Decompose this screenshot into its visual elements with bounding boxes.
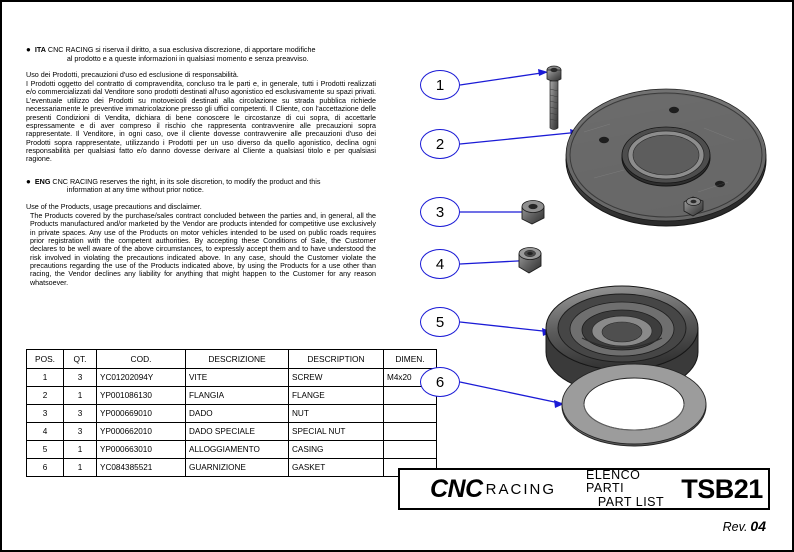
cell-qt: 1 bbox=[64, 441, 97, 459]
ita-body: I Prodotti oggetto del contratto di compravendita, concluso tra le parti e, in generale, tutti i Prodotti realizzati e/o commercializzati dal Venditore sono prodotti destinati all'uso agonistico ed esclusivamente su spazi privati. L'eventuale utilizzo dei Prodotti su motoveicoli destinati alla circolazione su strada pubblica richiede necessariamente le preventive immatricolazione presso gli uffici competenti. Il Cliente, con l'accettazione delle presenti Condizioni di Vendita, dichiara di bene conoscere le circostanze di cui sopra, di accettarle espressamente e di aver compreso il rischio che rappresenta contravvenire alle precauzioni sopra rappresentate. Il Venditore, in ogni caso, ove il cliente dovesse contravvenire alle precauzioni d'uso dei Prodotti sopra rappresentate, utilizzando i Prodotti per un uso diverso da quello agonistico, declina ogni responsabilità per qualsiasi fatto e/o danno dovesse derivare al Cliente a qualsiasi titolo e per qualsiasi ragione. bbox=[26, 80, 376, 164]
ita-headline: CNC RACING si riserva il diritto, a sua esclusiva discrezione, di apportare modifiche bbox=[47, 45, 316, 54]
th-qt: QT. bbox=[64, 350, 97, 369]
exploded-view-drawing bbox=[398, 32, 774, 462]
eng-body: The Products covered by the purchase/sales contract concluded between the parties and, in general, all the Products manufactured and/or marketed by the Vendor are products intended for competitive use exclusively in private spaces. Any use of the Products on motor vehicles intended to be used on public roads requires prior registration with the competent authorities. By accepting these Conditions of Sale, the Customer declares to be well aware of the above circumstances, to expressly accept them and to have understood the risk involved in violating the precautions indicated above. In any case, should the Customer violate the precautions regarding the use of the Products indicated above, by using the Products for a use other than racing, the Vendor declines any liability for anything that might happen to the Customer for any reason whatsoever. bbox=[30, 211, 376, 287]
cell-descrizione: DADO bbox=[186, 405, 289, 423]
revision-info bbox=[723, 518, 766, 534]
table-row bbox=[27, 369, 437, 387]
th-description: DESCRIPTION bbox=[289, 350, 384, 369]
revision-value: 04 bbox=[750, 518, 766, 534]
balloon-5[interactable]: 5 bbox=[420, 307, 460, 337]
part-special-nut bbox=[519, 248, 541, 274]
cell-qt: 3 bbox=[64, 405, 97, 423]
revision-label: Rev. bbox=[722, 520, 748, 534]
cell-cod: YP000663010 bbox=[97, 441, 186, 459]
table-row bbox=[27, 423, 437, 441]
eng-headline-row bbox=[26, 178, 376, 195]
cell-description: SPECIAL NUT bbox=[289, 423, 384, 441]
cell-dimen: M4x20 bbox=[384, 369, 437, 387]
cell-description: FLANGE bbox=[289, 387, 384, 405]
cell-qt: 3 bbox=[64, 423, 97, 441]
table-row bbox=[27, 387, 437, 405]
balloon-4[interactable]: 4 bbox=[420, 249, 460, 279]
eng-headline: CNC RACING reserves the right, in its sole discretion, to modify the product and this bbox=[52, 176, 321, 186]
th-descrizione: DESCRIZIONE bbox=[186, 350, 289, 369]
cell-qt: 3 bbox=[64, 369, 97, 387]
cell-pos: 3 bbox=[27, 405, 64, 423]
balloon-2[interactable]: 2 bbox=[420, 129, 460, 159]
th-pos: POS. bbox=[27, 350, 64, 369]
cell-descrizione: FLANGIA bbox=[186, 387, 289, 405]
cell-cod: YP000662010 bbox=[97, 423, 186, 441]
ita-subhead: Uso dei Prodotti, precauzioni d'uso ed esclusione di responsabilità. bbox=[26, 70, 239, 80]
cell-descrizione: GUARNIZIONE bbox=[186, 459, 289, 477]
cell-pos: 4 bbox=[27, 423, 64, 441]
cell-description: GASKET bbox=[289, 459, 384, 477]
part-gasket bbox=[562, 364, 706, 446]
cell-descrizione: DADO SPECIALE bbox=[186, 423, 289, 441]
logo-racing-text: RACING bbox=[485, 480, 556, 498]
title-block bbox=[398, 468, 770, 510]
table-header-row bbox=[27, 350, 437, 369]
cnc-racing-logo bbox=[400, 470, 586, 508]
balloon-1[interactable]: 1 bbox=[420, 70, 460, 100]
th-cod: COD. bbox=[97, 350, 186, 369]
cell-cod: YC084385521 bbox=[97, 459, 186, 477]
parts-illustration bbox=[398, 32, 774, 462]
table-row bbox=[27, 459, 437, 477]
drawing-code: TSB21 bbox=[681, 473, 763, 504]
bullet-icon: ● bbox=[26, 176, 31, 186]
cell-descrizione: ALLOGGIAMENTO bbox=[186, 441, 289, 459]
part-flange bbox=[566, 89, 766, 226]
cell-qt: 1 bbox=[64, 459, 97, 477]
cell-descrizione: VITE bbox=[186, 369, 289, 387]
th-dimen: DIMEN. bbox=[384, 350, 437, 369]
table-row bbox=[27, 441, 437, 459]
cell-cod: YC01202094Y bbox=[97, 369, 186, 387]
cell-pos: 5 bbox=[27, 441, 64, 459]
cell-description: SCREW bbox=[289, 369, 384, 387]
cell-description: NUT bbox=[289, 405, 384, 423]
cell-cod: YP001086130 bbox=[97, 387, 186, 405]
bullet-icon: ● bbox=[26, 45, 31, 54]
eng-headline-cont: information at any time without prior notice. bbox=[66, 185, 204, 195]
title-block-description bbox=[586, 467, 676, 509]
cell-description: CASING bbox=[289, 441, 384, 459]
legal-notice-block bbox=[26, 40, 376, 287]
ita-headline-row bbox=[26, 46, 376, 63]
parts-table bbox=[26, 349, 437, 477]
legal-block-ita bbox=[26, 46, 376, 164]
ita-lang-label: ITA bbox=[34, 45, 46, 54]
desc-line-ita: ELENCO PARTI bbox=[586, 467, 641, 496]
part-nut bbox=[522, 201, 544, 225]
cell-qt: 1 bbox=[64, 387, 97, 405]
cell-cod: YP000669010 bbox=[97, 405, 186, 423]
part-screw bbox=[547, 66, 561, 130]
ita-headline-cont: al prodotto e a queste informazioni in qualsiasi momento e senza preavviso. bbox=[66, 53, 309, 63]
balloon-6[interactable]: 6 bbox=[420, 367, 460, 397]
table-row bbox=[27, 405, 437, 423]
cell-pos: 6 bbox=[27, 459, 64, 477]
cell-pos: 2 bbox=[27, 387, 64, 405]
eng-lang-label: ENG bbox=[34, 176, 51, 186]
balloon-3[interactable]: 3 bbox=[420, 197, 460, 227]
legal-block-eng bbox=[26, 178, 376, 287]
desc-line-eng: PART LIST bbox=[597, 494, 665, 509]
logo-cnc-text: CNC bbox=[429, 474, 483, 503]
eng-subhead: Use of the Products, usage precautions and disclaimer. bbox=[26, 201, 202, 211]
cell-pos: 1 bbox=[27, 369, 64, 387]
